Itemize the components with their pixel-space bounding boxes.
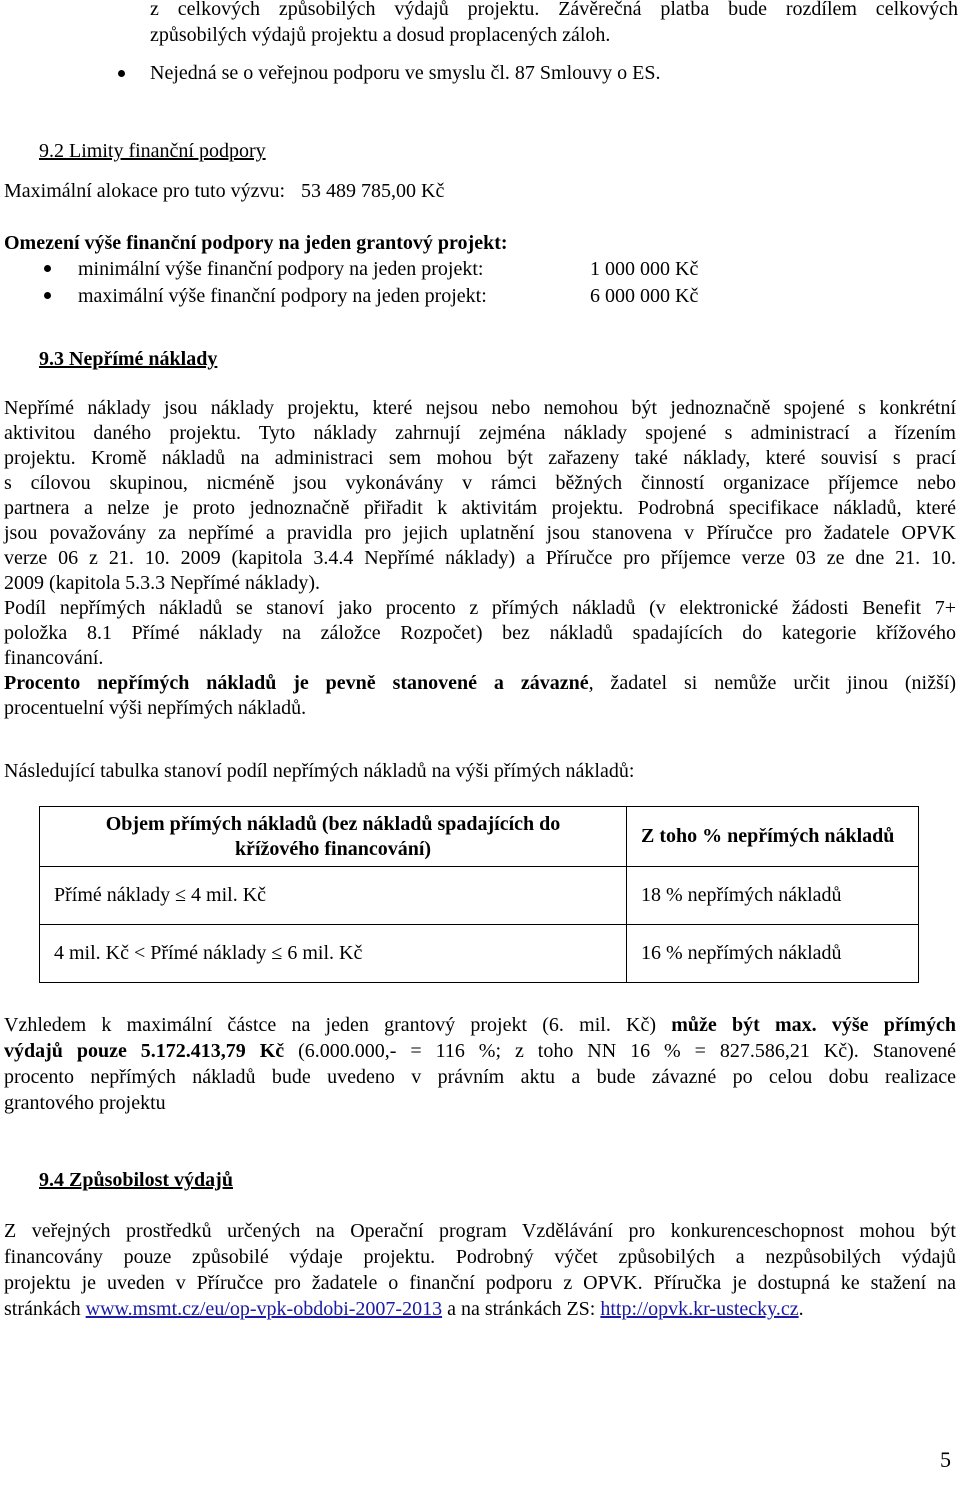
p1-line: 2009 (kapitola 5.3.3 Nepřímé náklady). — [4, 572, 321, 594]
p3-rest: , žadatel si nemůže určit jinou (nižší) — [588, 672, 956, 694]
p2-line: Podíl nepřímých nákladů se stanoví jako procento z přímých nákladů (v elektronické žádosti Benefit 7+ — [4, 597, 956, 619]
section-9-4-heading: 9.4 Způsobilost výdajů — [39, 1169, 233, 1191]
p3-line — [4, 671, 956, 696]
after-text: (6.000.000,- = 116 %; z toho NN 16 % = 827.586,21 Kč). Stanovené — [284, 1040, 957, 1062]
range-cell: 4 mil. Kč < Přímé náklady ≤ 6 mil. Kč — [40, 925, 627, 983]
bullet-icon — [44, 292, 51, 299]
after-bold: může být max. výše přímých — [671, 1014, 956, 1036]
allocation-row — [4, 178, 444, 204]
p1-line: verze 06 z 21. 10. 2009 (kapitola 3.4.4 Nepřímé náklady) a Příručce pro příjemce verze 03 ze dne 21. 10. — [4, 547, 956, 569]
s94-line — [4, 1296, 956, 1322]
p1-line: aktivitou daného projektu. Tyto náklady zahrnují zejména náklady spojené s administrací a řízením — [4, 422, 956, 444]
s94-text: . — [798, 1298, 804, 1320]
after-text: Vzhledem k maximální částce na jeden grantový projekt (6. mil. Kč) — [4, 1014, 672, 1036]
section-9-2-heading: 9.2 Limity finanční podpory — [39, 140, 266, 162]
p1-line: s cílovou skupinou, nicméně jsou vykonávány v rámci běžných činností organizace příjemce nebo — [4, 472, 956, 494]
opvk-link[interactable]: http://opvk.kr-ustecky.cz — [600, 1298, 799, 1320]
table-header-row — [40, 807, 919, 867]
bullet-icon — [44, 265, 51, 272]
p1-line: projektu. Kromě nákladů na administraci sem mohou být zařazeny také náklady, které souvisí s prací — [4, 447, 956, 469]
eligibility-paragraph — [4, 1218, 956, 1322]
indirect-costs-table — [39, 806, 919, 983]
s94-line: Z veřejných prostředků určených na Operační program Vzdělávání pro konkurenceschopnost mohou být — [4, 1220, 956, 1242]
p1-line: partnera a nelze je proto jednoznačně přiřadit k aktivitám projektu. Podrobná specifikace nákladů, které — [4, 497, 956, 519]
section-9-3-heading: 9.3 Nepřímé náklady — [39, 348, 218, 370]
indirect-costs-paragraph — [4, 396, 956, 721]
p3-line: procentuelní výši nepřímých nákladů. — [4, 697, 307, 719]
limits-heading: Omezení výše finanční podpory na jeden grantový projekt: — [4, 232, 508, 254]
after-line — [4, 1012, 956, 1038]
allocation-value: 53 489 785,00 Kč — [301, 180, 445, 202]
col2-header: Z toho % nepřímých nákladů — [627, 807, 919, 867]
p1-line: jsou považovány za nepřímé a pravidla pro jejich uplatnění jsou stanovena v Příručce pro žadatele OPVK — [4, 522, 956, 544]
max-limit-label: maximální výše finanční podpory na jeden projekt: — [78, 285, 487, 307]
page-number: 5 — [940, 1447, 951, 1472]
p2-line: financování. — [4, 647, 104, 669]
intro-text — [150, 0, 958, 48]
p1-line: Nepřímé náklady jsou náklady projektu, které nejsou nebo nemohou být jednoznačně spojené s konkrétní — [4, 397, 956, 419]
percent-cell: 16 % nepřímých nákladů — [627, 925, 919, 983]
s94-text: a na stránkách ZS: — [442, 1298, 601, 1320]
s94-line: projektu je uveden v Příručce pro žadatele o finanční podporu z OPVK. Příručka je dostupná ke stažení na — [4, 1272, 956, 1294]
table-row — [40, 925, 919, 983]
max-limit-value: 6 000 000 Kč — [590, 285, 699, 307]
max-direct-costs-paragraph — [4, 1012, 956, 1116]
intro-line-1: z celkových způsobilých výdajů projektu. Závěrečná platba bude rozdílem celkových — [150, 0, 958, 20]
after-bold: výdajů pouze 5.172.413,79 Kč — [4, 1040, 285, 1062]
p2-line: položka 8.1 Přímé náklady na záložce Rozpočet) bez nákladů spadajících do kategorie křížového — [4, 622, 956, 644]
table-row — [40, 867, 919, 925]
min-limit-label: minimální výše finanční podpory na jeden projekt: — [78, 258, 484, 280]
after-line: grantového projektu — [4, 1092, 166, 1114]
p3-bold: Procento nepřímých nákladů je pevně stanovené a závazné — [4, 672, 589, 694]
msmt-link[interactable]: www.msmt.cz/eu/op-vpk-obdobi-2007-2013 — [85, 1298, 443, 1320]
intro-bullet: Nejedná se o veřejnou podporu ve smyslu čl. 87 Smlouvy o ES. — [150, 62, 661, 84]
bullet-icon — [118, 70, 125, 77]
range-cell: Přímé náklady ≤ 4 mil. Kč — [40, 867, 627, 925]
col1-header: Objem přímých nákladů (bez nákladů spadajících do křížového financování) — [40, 807, 627, 867]
after-line — [4, 1038, 956, 1064]
s94-line: financovány pouze způsobilé výdaje projektu. Podrobný výčet způsobilých a nezpůsobilých výdajů — [4, 1246, 956, 1268]
allocation-label: Maximální alokace pro tuto výzvu: — [4, 180, 286, 202]
after-line: procento nepřímých nákladů bude uvedeno v právním aktu a bude závazné po celou dobu realizace — [4, 1066, 956, 1088]
s94-text: stránkách — [4, 1298, 86, 1320]
percent-cell: 18 % nepřímých nákladů — [627, 867, 919, 925]
min-limit-value: 1 000 000 Kč — [590, 258, 699, 280]
intro-line-2: způsobilých výdajů projektu a dosud proplacených záloh. — [150, 24, 611, 46]
table-intro: Následující tabulka stanoví podíl nepřímých nákladů na výši přímých nákladů: — [4, 760, 635, 782]
